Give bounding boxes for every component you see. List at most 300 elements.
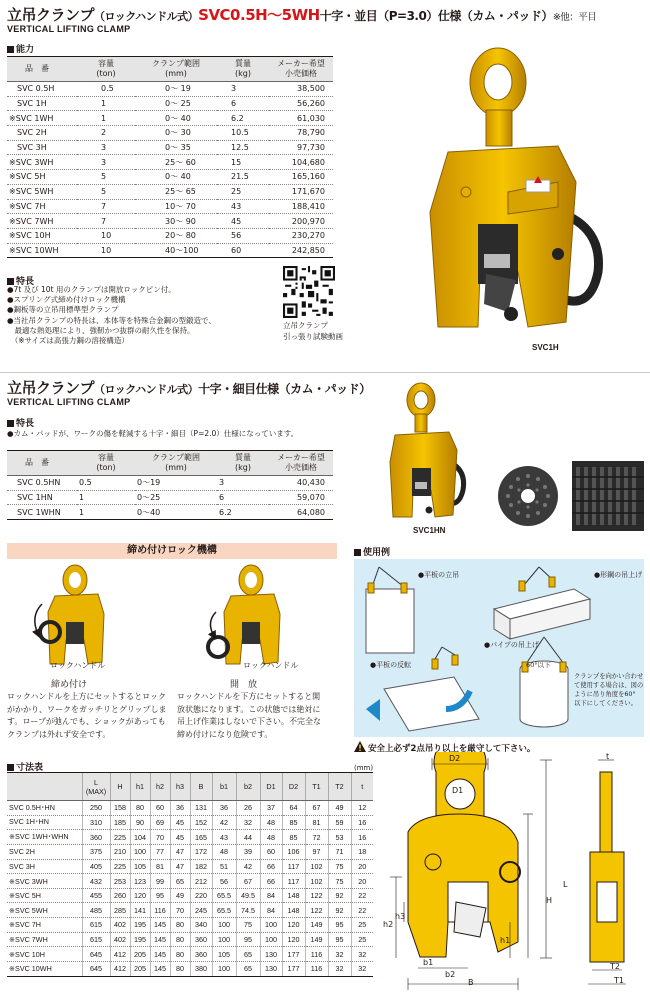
table-cell: 95 <box>150 888 170 903</box>
table-cell: 90 <box>130 815 150 830</box>
table-cell: 225 <box>110 859 130 874</box>
table-cell: 45 <box>170 830 190 845</box>
table-cell: 340 <box>190 918 212 933</box>
text-line: 締め付けになり危険です。 <box>177 729 273 739</box>
dim-t2: T2 <box>610 962 620 971</box>
table-cell: 84 <box>260 903 282 918</box>
dims-unit: (mm) <box>354 764 374 772</box>
svc1hn-photo <box>383 380 473 525</box>
table-cell: 16 <box>351 815 373 830</box>
text-line: 最適な熱処理により、強靭かつ抜群の耐久性を保持。 <box>7 325 195 335</box>
table-row <box>7 801 373 816</box>
table-cell: 172 <box>190 844 212 859</box>
table-cell: 25 <box>217 184 269 199</box>
table-cell: 0.5 <box>77 82 135 97</box>
table-cell: SVC 0.5H･HN <box>7 801 82 816</box>
table-cell: 1 <box>77 490 135 505</box>
table-row <box>7 830 373 845</box>
dim-t1: T1 <box>614 976 624 985</box>
table-cell: 59 <box>328 815 351 830</box>
table-cell: 116 <box>305 962 328 977</box>
table-cell: 250 <box>82 801 110 816</box>
dim-t: t <box>606 752 610 761</box>
table-cell: 380 <box>190 962 212 977</box>
text-line: ●7t 及び 10t 用のクランプは開放ロックピン付。 <box>7 285 176 294</box>
dim-d1: D1 <box>452 786 464 795</box>
table-cell: 3 <box>77 155 135 170</box>
table-row <box>7 126 333 141</box>
table-cell: 20 <box>351 859 373 874</box>
table-header: t <box>351 773 373 801</box>
table-cell: 56 <box>212 874 236 889</box>
lock-left-description <box>7 691 172 741</box>
table-cell: 195 <box>130 918 150 933</box>
table-row <box>7 844 373 859</box>
table-row <box>7 214 333 229</box>
svc1h-photo <box>408 42 623 342</box>
table-cell: 455 <box>82 888 110 903</box>
table-cell: 106 <box>282 844 305 859</box>
table-cell: 242,850 <box>269 243 333 258</box>
table-cell: 485 <box>82 903 110 918</box>
table-row <box>7 932 373 947</box>
table-header: h3 <box>170 773 190 801</box>
table-header: L (MAX) <box>82 773 110 801</box>
table-cell: 165 <box>190 830 212 845</box>
table-cell: 75 <box>328 874 351 889</box>
table-cell: 182 <box>190 859 212 874</box>
usage-item-shaped-steel: ●形鋼の吊上げ <box>594 571 643 579</box>
table-cell: 80 <box>170 918 190 933</box>
table-cell: ※SVC 10H <box>7 947 82 962</box>
table-header: 品 番 <box>7 57 77 82</box>
table-cell: 360 <box>82 830 110 845</box>
table-cell: 25 <box>351 918 373 933</box>
table-cell: 145 <box>150 918 170 933</box>
table-cell: 149 <box>305 932 328 947</box>
dim-h2: h2 <box>383 920 394 929</box>
warning-icon <box>354 741 366 752</box>
section1-title: 立吊クランプ（ロックハンドル式）SVC0.5H～5WH十字・並目（P=3.0）仕様（カム・パッド）※他：平目 <box>7 6 597 24</box>
table-cell: 0～19 <box>135 476 217 491</box>
table-cell: 6 <box>217 96 269 111</box>
table-cell: ※SVC 10H <box>7 228 77 243</box>
table-cell: 5 <box>77 170 135 185</box>
table-cell: 22 <box>351 903 373 918</box>
table-cell: 56 <box>217 228 269 243</box>
table-cell: 177 <box>282 947 305 962</box>
table-cell: 412 <box>110 947 130 962</box>
usage-angle: 60°以下 <box>526 661 551 669</box>
usage-item-flat-vertical: ●平板の立吊 <box>418 571 460 579</box>
table-cell: 3 <box>217 82 269 97</box>
table-cell: 145 <box>150 932 170 947</box>
capacity-label: 能力 <box>7 42 34 55</box>
table-cell: 16 <box>351 830 373 845</box>
table-row <box>7 199 333 214</box>
table-cell: 310 <box>82 815 110 830</box>
table-row <box>7 815 373 830</box>
dims-label: 寸法表 <box>7 760 43 773</box>
text-line: て使用する場合は、図の <box>574 682 644 689</box>
table-row <box>7 947 373 962</box>
table-cell: 3 <box>77 140 135 155</box>
table-header: h1 <box>130 773 150 801</box>
table-cell: 10～ 70 <box>135 199 217 214</box>
table-cell: 360 <box>190 947 212 962</box>
table-cell: 7 <box>77 199 135 214</box>
table-cell: 117 <box>282 874 305 889</box>
table-cell: 66 <box>260 859 282 874</box>
table-cell: 10 <box>77 243 135 258</box>
table-row <box>7 888 373 903</box>
table-cell: 285 <box>110 903 130 918</box>
table-cell: 60 <box>260 844 282 859</box>
table-row <box>7 505 333 520</box>
qr-code-icon[interactable] <box>283 266 335 318</box>
text-line: （※サイズは高張力鋼の溶接構造） <box>7 336 129 346</box>
table-cell: 45 <box>217 214 269 229</box>
table-cell: 6.2 <box>217 111 269 126</box>
table-row <box>7 490 333 505</box>
table-cell: 75 <box>236 918 260 933</box>
table-cell: SVC 1H･HN <box>7 815 82 830</box>
table-cell: 80 <box>170 932 190 947</box>
table-cell: 25 <box>351 932 373 947</box>
table-header: T1 <box>305 773 328 801</box>
table-cell: ※SVC 3WH <box>7 874 82 889</box>
table-cell: 102 <box>305 859 328 874</box>
table-row <box>7 140 333 155</box>
table-cell: 48 <box>260 830 282 845</box>
table-cell: 72 <box>305 830 328 845</box>
table-header: b2 <box>236 773 260 801</box>
table-cell: 149 <box>305 918 328 933</box>
table-cell: 195 <box>130 932 150 947</box>
table-cell: 0～40 <box>135 505 217 520</box>
table-cell: 36 <box>170 801 190 816</box>
table-cell: 69 <box>150 815 170 830</box>
svc1h-caption: SVC1H <box>532 343 559 352</box>
table-cell: 122 <box>305 903 328 918</box>
usage-item-pipe: ●パイプの吊上げ <box>484 641 539 649</box>
capacity-table <box>7 56 333 258</box>
table-cell: 158 <box>110 801 130 816</box>
table-cell: 205 <box>130 947 150 962</box>
lock-handle-label-left: ロックハンドル <box>50 661 106 670</box>
table-cell: 97 <box>305 844 328 859</box>
table-cell: 100 <box>212 918 236 933</box>
dimension-drawing <box>378 752 650 997</box>
table-cell: ※SVC 5WH <box>7 184 77 199</box>
table-cell: 42 <box>212 815 236 830</box>
table-cell: 49 <box>328 801 351 816</box>
table-cell: ※SVC 7H <box>7 918 82 933</box>
table-cell: 116 <box>305 947 328 962</box>
pad-circle-photo <box>493 461 563 531</box>
table-cell: 25～ 60 <box>135 155 217 170</box>
table-cell: 148 <box>282 888 305 903</box>
table-header <box>7 773 82 801</box>
table-cell: 56,260 <box>269 96 333 111</box>
table-cell: 45 <box>170 815 190 830</box>
table-cell: 60 <box>150 801 170 816</box>
text-line: 吊上げ作業はしないで下さい。不完全な <box>177 717 321 726</box>
table-cell: 1 <box>77 111 135 126</box>
table-cell: 64,080 <box>269 505 333 520</box>
table-cell: 100 <box>260 918 282 933</box>
table-cell: 85 <box>282 830 305 845</box>
table-cell: 65.5 <box>212 888 236 903</box>
features-label: 特長 <box>7 274 34 287</box>
section2-feature: ●カム・パッドが、ワークの傷を軽減する十字・細目（P=2.0）仕様になっています。 <box>7 429 299 438</box>
table-cell: 105 <box>212 947 236 962</box>
table-cell: 1 <box>77 96 135 111</box>
table-row <box>7 962 373 977</box>
table-cell: 205 <box>130 962 150 977</box>
table-cell: SVC 0.5HN <box>7 476 77 491</box>
table-cell: 95 <box>328 918 351 933</box>
table-cell: 10 <box>77 228 135 243</box>
text-line: ロックハンドルを上方にセットするとロック <box>7 692 166 701</box>
usage-label: 使用例 <box>354 545 390 558</box>
table-cell: 95 <box>236 932 260 947</box>
table-cell: 360 <box>190 932 212 947</box>
table-cell: 100 <box>130 844 150 859</box>
table-cell: 49.5 <box>236 888 260 903</box>
text-line: 以下にしてください。 <box>574 700 637 707</box>
table-cell: ※SVC 7WH <box>7 214 77 229</box>
table-cell: 32 <box>351 947 373 962</box>
table-cell: 32 <box>351 962 373 977</box>
table-cell: 7 <box>77 214 135 229</box>
table-header: D1 <box>260 773 282 801</box>
table-cell: 104,680 <box>269 155 333 170</box>
table-cell: 615 <box>82 932 110 947</box>
table-cell: 40～100 <box>135 243 217 258</box>
table-cell: 36 <box>212 801 236 816</box>
table-cell: 102 <box>305 874 328 889</box>
svc1hn-caption: SVC1HN <box>413 526 446 535</box>
divider <box>0 372 650 373</box>
table-cell: ※SVC 5H <box>7 170 77 185</box>
table-cell: 0.5 <box>77 476 135 491</box>
dim-h3: h3 <box>395 912 406 921</box>
table-cell: 71 <box>328 844 351 859</box>
table-header: T2 <box>328 773 351 801</box>
table-cell: SVC 2H <box>7 844 82 859</box>
lock-handle-label-right: ロックハンドル <box>243 661 299 670</box>
dim-h1: h1 <box>500 936 511 945</box>
table-cell: 21.5 <box>217 170 269 185</box>
table-cell: 40,430 <box>269 476 333 491</box>
dim-h: H <box>546 896 553 905</box>
features-list <box>7 285 287 346</box>
dim-b1: b1 <box>423 958 434 967</box>
text-line: クランプは外れず安全です。 <box>7 729 111 739</box>
table-cell: 51 <box>212 859 236 874</box>
table-cell: 67 <box>305 801 328 816</box>
table-cell: SVC 1WHN <box>7 505 77 520</box>
table-cell: 92 <box>328 888 351 903</box>
dim-b: B <box>468 978 474 987</box>
table-cell: 145 <box>150 947 170 962</box>
table-cell: 20 <box>351 874 373 889</box>
table-cell: 70 <box>170 903 190 918</box>
table-cell: 432 <box>82 874 110 889</box>
table-row <box>7 476 333 491</box>
table-cell: 116 <box>150 903 170 918</box>
section1-subtitle: VERTICAL LIFTING CLAMP <box>7 24 131 34</box>
table-cell: SVC 3H <box>7 859 82 874</box>
table-cell: 47 <box>170 844 190 859</box>
table-header: b1 <box>212 773 236 801</box>
table-cell: ※SVC 3WH <box>7 155 77 170</box>
table-cell: SVC 1H <box>7 96 77 111</box>
table-cell: 95 <box>328 932 351 947</box>
table-cell: SVC 3H <box>7 140 77 155</box>
table-cell: 152 <box>190 815 212 830</box>
table-cell: 212 <box>190 874 212 889</box>
text-line: す。ロープが弛んでも、ショックがあっても <box>7 717 166 726</box>
table-cell: 615 <box>82 918 110 933</box>
table-cell: 120 <box>282 918 305 933</box>
table-cell: 0～ 19 <box>135 82 217 97</box>
table-cell: 402 <box>110 918 130 933</box>
table-cell: 81 <box>305 815 328 830</box>
table-cell: ※SVC 10WH <box>7 243 77 258</box>
text-line: クランプを向かい合わせ <box>574 673 644 680</box>
table-cell: SVC 1HN <box>7 490 77 505</box>
table-cell: 100 <box>212 962 236 977</box>
safety-warning: 安全上必ず2点吊り以上を厳守して下さい。 <box>368 744 536 754</box>
table-cell: 61,030 <box>269 111 333 126</box>
table-cell: 120 <box>282 932 305 947</box>
table-cell: 185 <box>110 815 130 830</box>
table-cell: 32 <box>236 815 260 830</box>
table-cell: 18 <box>351 844 373 859</box>
table-cell: 123 <box>130 874 150 889</box>
table-cell: 225 <box>110 830 130 845</box>
table-cell: 645 <box>82 962 110 977</box>
table-cell: 75 <box>328 859 351 874</box>
table-cell: 42 <box>236 859 260 874</box>
table-cell: 104 <box>130 830 150 845</box>
text-line: ように吊り角度を60° <box>574 691 636 698</box>
table-cell: 74.5 <box>236 903 260 918</box>
text-line: ●鋼板等の立吊用標準型クランプ <box>7 305 119 315</box>
table-cell: 84 <box>260 888 282 903</box>
lock-right-description <box>177 691 337 741</box>
table-cell: 99 <box>150 874 170 889</box>
text-line: ●スプリング式締め付けロック機構 <box>7 295 126 305</box>
table-cell: 210 <box>110 844 130 859</box>
table-cell: 230,270 <box>269 228 333 243</box>
table-cell: 22 <box>351 888 373 903</box>
table-cell: 253 <box>110 874 130 889</box>
table-header: メーカー希望 小売価格 <box>269 451 333 476</box>
table-cell: 645 <box>82 947 110 962</box>
table-cell: 0～ 30 <box>135 126 217 141</box>
table-cell: 26 <box>236 801 260 816</box>
qr-caption: 立吊クランプ 引っ張り試験動画 <box>283 321 343 341</box>
text-line: ロックハンドルを下方にセットすると開 <box>177 692 321 701</box>
table-cell: 3 <box>217 476 269 491</box>
table-cell: 38,500 <box>269 82 333 97</box>
section2-subtitle: VERTICAL LIFTING CLAMP <box>7 397 131 407</box>
table-cell: 67 <box>236 874 260 889</box>
table-cell: 80 <box>130 801 150 816</box>
dims-table <box>7 772 373 977</box>
table-row <box>7 184 333 199</box>
table-header: h2 <box>150 773 170 801</box>
table-cell: 81 <box>150 859 170 874</box>
table-cell: 65 <box>236 947 260 962</box>
table-cell: 66 <box>260 874 282 889</box>
table-cell: 39 <box>236 844 260 859</box>
table-cell: 60 <box>217 243 269 258</box>
table-row <box>7 111 333 126</box>
table-cell: 0～25 <box>135 490 217 505</box>
table-header: B <box>190 773 212 801</box>
lock-clamp-right-illustration <box>196 562 306 672</box>
table-cell: ※SVC 1WH <box>7 111 77 126</box>
table-cell: 141 <box>130 903 150 918</box>
table-row <box>7 170 333 185</box>
table-cell: 20～ 80 <box>135 228 217 243</box>
table-cell: 220 <box>190 888 212 903</box>
table-cell: SVC 0.5H <box>7 82 77 97</box>
table-cell: 43 <box>212 830 236 845</box>
table-cell: 80 <box>170 962 190 977</box>
table-cell: 120 <box>130 888 150 903</box>
table-cell: 12.5 <box>217 140 269 155</box>
table-cell: 0～ 40 <box>135 170 217 185</box>
table-cell: 188,410 <box>269 199 333 214</box>
table-cell: 15 <box>217 155 269 170</box>
lock-left-title: 締め付け <box>51 680 88 690</box>
table-cell: 64 <box>282 801 305 816</box>
table-cell: 70 <box>150 830 170 845</box>
table-header: H <box>110 773 130 801</box>
text-line: がかかり、ワークをガッチリとグリップしま <box>7 704 167 714</box>
table-row <box>7 228 333 243</box>
table-cell: 25～ 65 <box>135 184 217 199</box>
table-cell: 0～ 25 <box>135 96 217 111</box>
table-cell: 375 <box>82 844 110 859</box>
table-cell: 49 <box>170 888 190 903</box>
table-cell: 37 <box>260 801 282 816</box>
table-header: 質量 (kg) <box>217 451 269 476</box>
table-cell: 48 <box>212 844 236 859</box>
table-cell: 130 <box>260 962 282 977</box>
table-cell: 85 <box>282 815 305 830</box>
table-header: 容量 (ton) <box>77 451 135 476</box>
table-cell: 12 <box>351 801 373 816</box>
table-cell: 65.5 <box>212 903 236 918</box>
table-cell: 10.5 <box>217 126 269 141</box>
lock-title: 締め付けロック機構 <box>7 543 337 559</box>
table-header: 容量 (ton) <box>77 57 135 82</box>
table-cell: 77 <box>150 844 170 859</box>
table-cell: 122 <box>305 888 328 903</box>
table-row <box>7 96 333 111</box>
table-cell: 100 <box>212 932 236 947</box>
table-cell: 53 <box>328 830 351 845</box>
table-cell: 145 <box>150 962 170 977</box>
table-cell: 6.2 <box>217 505 269 520</box>
lock-right-title: 開 放 <box>230 680 258 690</box>
